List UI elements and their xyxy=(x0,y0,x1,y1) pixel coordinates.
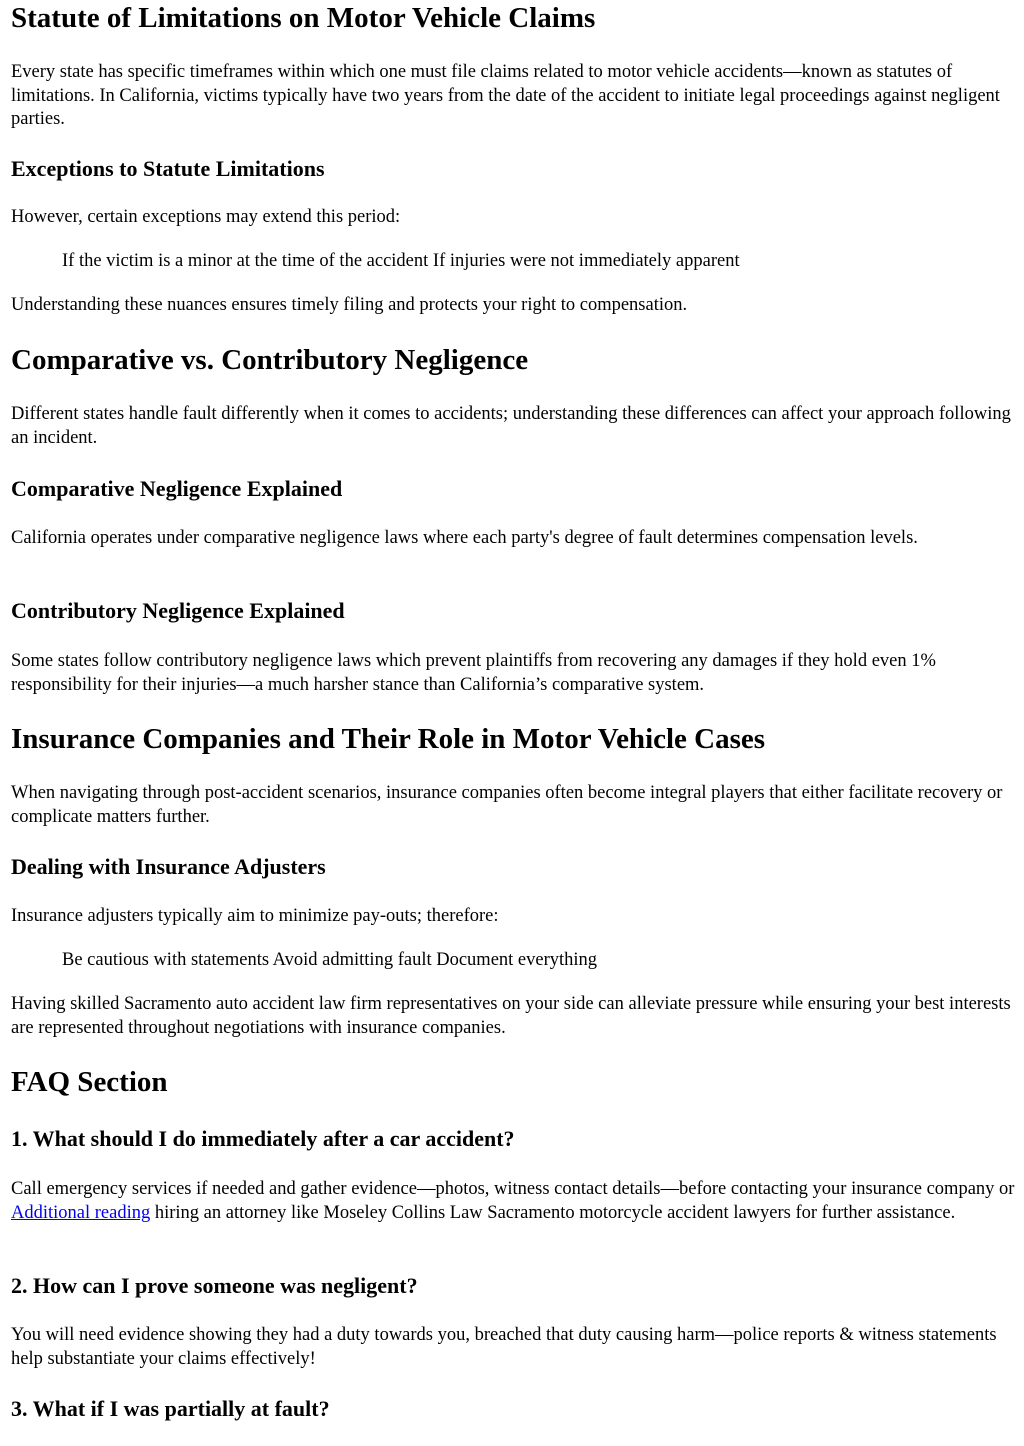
faq-question-3: 3. What if I was partially at fault? xyxy=(11,1396,330,1421)
adjusters-list: Be cautious with statements Avoid admitting fault Document everything xyxy=(62,950,598,970)
exceptions-lead: However, certain exceptions may extend this period: xyxy=(11,207,401,227)
statute-heading: Statute of Limitations on Motor Vehicle Claims xyxy=(11,2,596,34)
comparative-subheading: Comparative Negligence Explained xyxy=(11,476,343,501)
adjusters-lead: Insurance adjusters typically aim to minimize pay-outs; therefore: xyxy=(11,906,499,926)
negligence-intro: Different states handle fault differently when it comes to accidents; understanding these differences can affect your approach following an incident. xyxy=(11,404,1011,448)
comparative-text: California operates under comparative negligence laws where each party's degree of fault determines compensation levels. xyxy=(11,528,918,548)
faq-answer-1 xyxy=(11,1178,1017,1225)
exceptions-subheading: Exceptions to Statute Limitations xyxy=(11,156,325,181)
insurance-intro: When navigating through post-accident scenarios, insurance companies often become integral players that either facilitate recovery or complicate matters further. xyxy=(11,783,1003,827)
exceptions-list: If the victim is a minor at the time of the accident If injuries were not immediately apparent xyxy=(62,251,740,271)
statute-intro: Every state has specific timeframes within which one must file claims related to motor vehicle accidents—known as statutes of limitations. In California, victims typically have two years from the date of the accident to initiate legal proceedings against negligent parties. xyxy=(11,62,1000,129)
insurance-heading: Insurance Companies and Their Role in Motor Vehicle Cases xyxy=(11,723,766,755)
contributory-subheading: Contributory Negligence Explained xyxy=(11,598,345,623)
insurance-closing: Having skilled Sacramento auto accident law firm representatives on your side can alleviate pressure while ensuring your best interests are represented throughout negotiations with insurance companies. xyxy=(11,994,1011,1038)
faq-answer-1-end: hiring an attorney like Moseley Collins Law Sacramento motorcycle accident lawyers for further assistance. xyxy=(150,1202,956,1223)
faq-question-1: 1. What should I do immediately after a car accident? xyxy=(11,1126,515,1151)
faq-question-2: 2. How can I prove someone was negligent? xyxy=(11,1273,418,1298)
faq-answer-1-start: Call emergency services if needed and gather evidence—photos, witness contact details—before contacting your insurance company or xyxy=(11,1179,1015,1199)
faq-heading: FAQ Section xyxy=(11,1066,168,1098)
negligence-heading: Comparative vs. Contributory Negligence xyxy=(11,344,529,376)
contributory-text: Some states follow contributory negligence laws which prevent plaintiffs from recovering any damages if they hold even 1% responsibility for their injuries—a much harsher stance than California’s comparative system. xyxy=(11,651,936,695)
additional-reading-link[interactable]: Additional reading xyxy=(11,1202,151,1223)
faq-answer-2: You will need evidence showing they had a duty towards you, breached that duty causing harm—police reports & witness statements help substantiate your claims effectively! xyxy=(11,1325,997,1369)
statute-closing: Understanding these nuances ensures timely filing and protects your right to compensation. xyxy=(11,295,688,315)
adjusters-subheading: Dealing with Insurance Adjusters xyxy=(11,854,326,879)
